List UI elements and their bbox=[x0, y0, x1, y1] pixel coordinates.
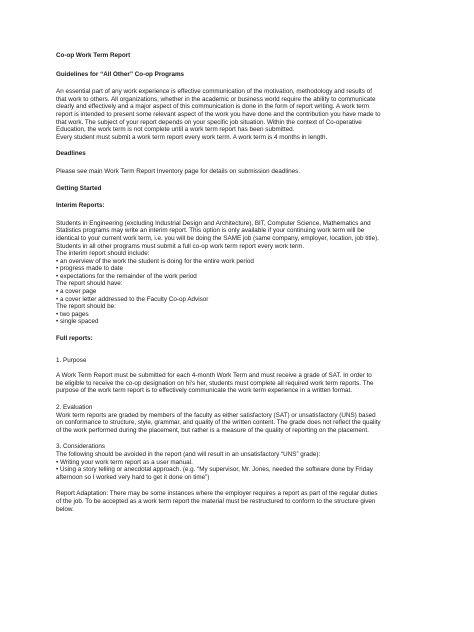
evaluation-line: on conformance to structure, style, grammar, and quality of the written content. The grade does not reflect the quality bbox=[56, 419, 381, 427]
intro-line: clearly and effectively and a major aspect of this communication is done in the form of report writing. A work term bbox=[56, 103, 370, 111]
interim-line: Statistics programs may write an interim report. This option is only available if your continuing work term will be bbox=[56, 227, 365, 235]
intro-line: that work to others. All organizations, whether in the academic or business world require the ability to communicate bbox=[56, 95, 376, 103]
purpose-paragraph bbox=[56, 372, 434, 395]
purpose-line: A Work Term Report must be submitted for each 4-month Work Term and must receive a grade of SAT. In order to bbox=[56, 372, 372, 380]
intro-line: Education, the work term is not complete until a work term report has been submitted. bbox=[56, 126, 295, 134]
purpose-line: purpose of the work term report is to effectively communicate the work term experience in a written format. bbox=[56, 387, 352, 395]
evaluation-line: of the work performed during the placement, but rather is a measure of the quality of reporting on the placement. bbox=[56, 426, 369, 434]
adaptation-line: Report Adaptation: There may be some instances where the employer requires a report as part of the regular duties bbox=[56, 490, 378, 498]
list-item: • progress made to date bbox=[56, 265, 123, 273]
evaluation-line: Work term reports are graded by members of the faculty as either satisfactory (SAT) or unsatisfactory (UNS) based bbox=[56, 411, 376, 419]
list-item: • a cover page bbox=[56, 288, 97, 296]
considerations-line: afternoon so I worked very hard to get it done on time”) bbox=[56, 473, 210, 481]
interim-line: Students in all other programs must submit a full co-op work term report every work term. bbox=[56, 242, 305, 250]
purpose-heading bbox=[56, 357, 434, 365]
adaptation-line: of the job. To be accepted as a work term report the material must be restructured to conform to the structure given bbox=[56, 497, 376, 505]
list-item: • an overview of the work the student is doing for the entire work period bbox=[56, 257, 254, 265]
adaptation-line: below. bbox=[56, 505, 74, 513]
guidelines-heading: Guidelines for “All Other” Co-op Programs bbox=[56, 70, 185, 78]
document-title: Co-op Work Term Report bbox=[56, 52, 131, 59]
intro-line: that work. The subject of your report depends on your specific job situation. Within the context of Co-operative bbox=[56, 118, 362, 126]
intro-paragraph bbox=[56, 88, 434, 141]
interim-line: Students in Engineering (excluding Industrial Design and Architecture), BIT, Computer Science, Mathematics and bbox=[56, 219, 371, 227]
deadlines-line: Please see main Work Term Report Inventory page for details on submission deadlines. bbox=[56, 167, 301, 175]
deadlines-heading: Deadlines bbox=[56, 150, 86, 158]
evaluation-heading: 2. Evaluation bbox=[56, 404, 93, 411]
list-item: • single spaced bbox=[56, 318, 99, 326]
intro-line: An essential part of any work experience is effective communication of the motivation, methodology and results of bbox=[56, 88, 372, 96]
full-reports-heading: Full reports: bbox=[56, 335, 93, 343]
considerations-heading: 3. Considerations bbox=[56, 443, 106, 451]
interim-line: identical to your current work term, i.e. you will be doing the SAME job (same company, employer, location, job title). bbox=[56, 234, 379, 242]
interim-paragraph bbox=[56, 220, 434, 326]
interim-line: The interim report should include: bbox=[56, 250, 150, 258]
list-item: • expectations for the remainder of the work period bbox=[56, 272, 197, 280]
list-item: • two pages bbox=[56, 310, 89, 318]
purpose-heading-text: 1. Purpose bbox=[56, 356, 87, 364]
intro-line: Every student must submit a work term report every work term. A work term is 4 months in length. bbox=[56, 133, 328, 141]
evaluation-paragraph bbox=[56, 404, 434, 434]
list-item: • Using a story telling or anecdotal approach. (e.g. “My supervisor, Mr. Jones, needed the software done by Friday bbox=[56, 466, 373, 474]
interim-reports-heading: Interim Reports: bbox=[56, 202, 105, 210]
considerations-paragraph bbox=[56, 443, 434, 481]
intro-line: report is intended to present some relevant aspect of the work you have done and the contribution you have made to bbox=[56, 110, 381, 118]
deadlines-text bbox=[56, 168, 434, 176]
list-item: • Writing your work term report as a user manual. bbox=[56, 458, 193, 466]
adaptation-paragraph bbox=[56, 490, 434, 513]
getting-started-heading: Getting Started bbox=[56, 184, 102, 192]
interim-line: The report should be: bbox=[56, 303, 116, 311]
considerations-line: The following should be avoided in the report (and will result in an unsatisfactory “UNS” grade): bbox=[56, 450, 321, 458]
list-item: • a cover letter addressed to the Faculty Co-op Advisor bbox=[56, 295, 209, 303]
purpose-line: be eligible to receive the co-op designation on hi's her, students must complete all required work term reports. The bbox=[56, 379, 374, 387]
interim-line: The report should have: bbox=[56, 280, 123, 288]
